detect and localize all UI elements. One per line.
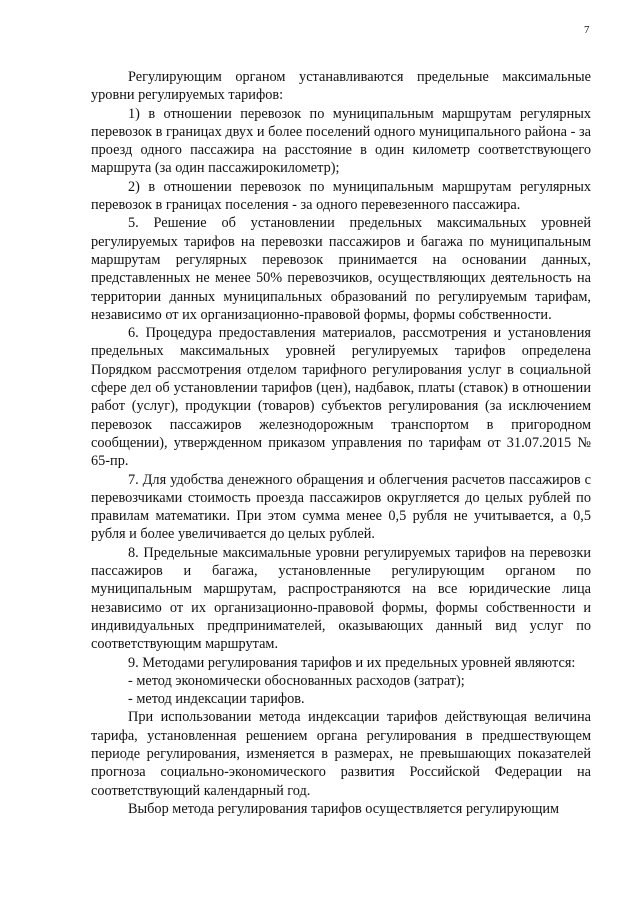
document-body [91,68,591,818]
paragraph-intro: Регулирующим органом устанавливаются предельные максимальные уровни регулируемых тарифов: [91,69,591,104]
paragraph-section-8: 8. Предельные максимальные уровни регулируемых тарифов на перевозки пассажиров и багажа, установленные регулирующим органом по муниципальным маршрутам, распространяются на все юридические лица независимо от их организационно-правовой формы, формы собственности и индивидуальных предпринимателей, оказывающих данный вид услуг по соответствующим маршрутам. [91,544,591,653]
list-item-method-1: - метод экономически обоснованных расходов (затрат); [128,672,465,689]
paragraph-method-choice: Выбор метода регулирования тарифов осуществляется регулирующим [128,800,560,817]
paragraph-indexation: При использовании метода индексации тарифов действующая величина тарифа, установленная решением органа регулирования в предшествующем периоде регулирования, изменяется в размерах, не превышающих показателей прогноза социально-экономического развития Российской Федерации на соответствующий календарный год. [91,709,591,799]
paragraph-section-7: 7. Для удобства денежного обращения и облегчения расчетов пассажиров с перевозчиками стоимость проезда пассажиров округляется до целых рублей по правилам математики. При этом сумма менее 0,5 рубля не учитывается, а 0,5 рубля и более увеличивается до целых рублей. [91,471,591,543]
paragraph-section-9: 9. Методами регулирования тарифов и их предельных уровней являются: [128,654,576,671]
list-item-method-2: - метод индексации тарифов. [128,691,305,708]
paragraph-item-1: 1) в отношении перевозок по муниципальным маршрутам регулярных перевозок в границах двух и более поселений одного муниципального района - за проезд одного пассажира на расстояние в один километр соответствующего маршрута (за один пассажирокилометр); [91,105,591,177]
paragraph-section-6: 6. Процедура предоставления материалов, рассмотрения и установления предельных максимальных уровней регулируемых тарифов определена Порядком рассмотрения отделом тарифного регулирования услуг в социальной сфере дел об установлении тарифов (цен), надбавок, платы (ставок) в отношении работ (услуг), продукции (товаров) субъектов регулирования (за исключением перевозок пассажиров железнодорожным транспортом в пригородном сообщении), утвержденном приказом управления по тарифам от 31.07.2015 № 65-пр. [91,325,591,470]
page-number: 7 [584,24,590,36]
paragraph-section-5: 5. Решение об установлении предельных максимальных уровней регулируемых тарифов на перевозки пассажиров и багажа по муниципальным маршрутам регулярных перевозок принимается на основании данных, представленных не менее 50% перевозчиков, осуществляющих деятельность на территории данных муниципальных образований по регулируемым тарифам, независимо от их организационно-правовой формы, формы собственности. [91,215,591,323]
paragraph-item-2: 2) в отношении перевозок по муниципальным маршрутам регулярных перевозок в границах поселения - за одного перевезенного пассажира. [91,178,591,214]
